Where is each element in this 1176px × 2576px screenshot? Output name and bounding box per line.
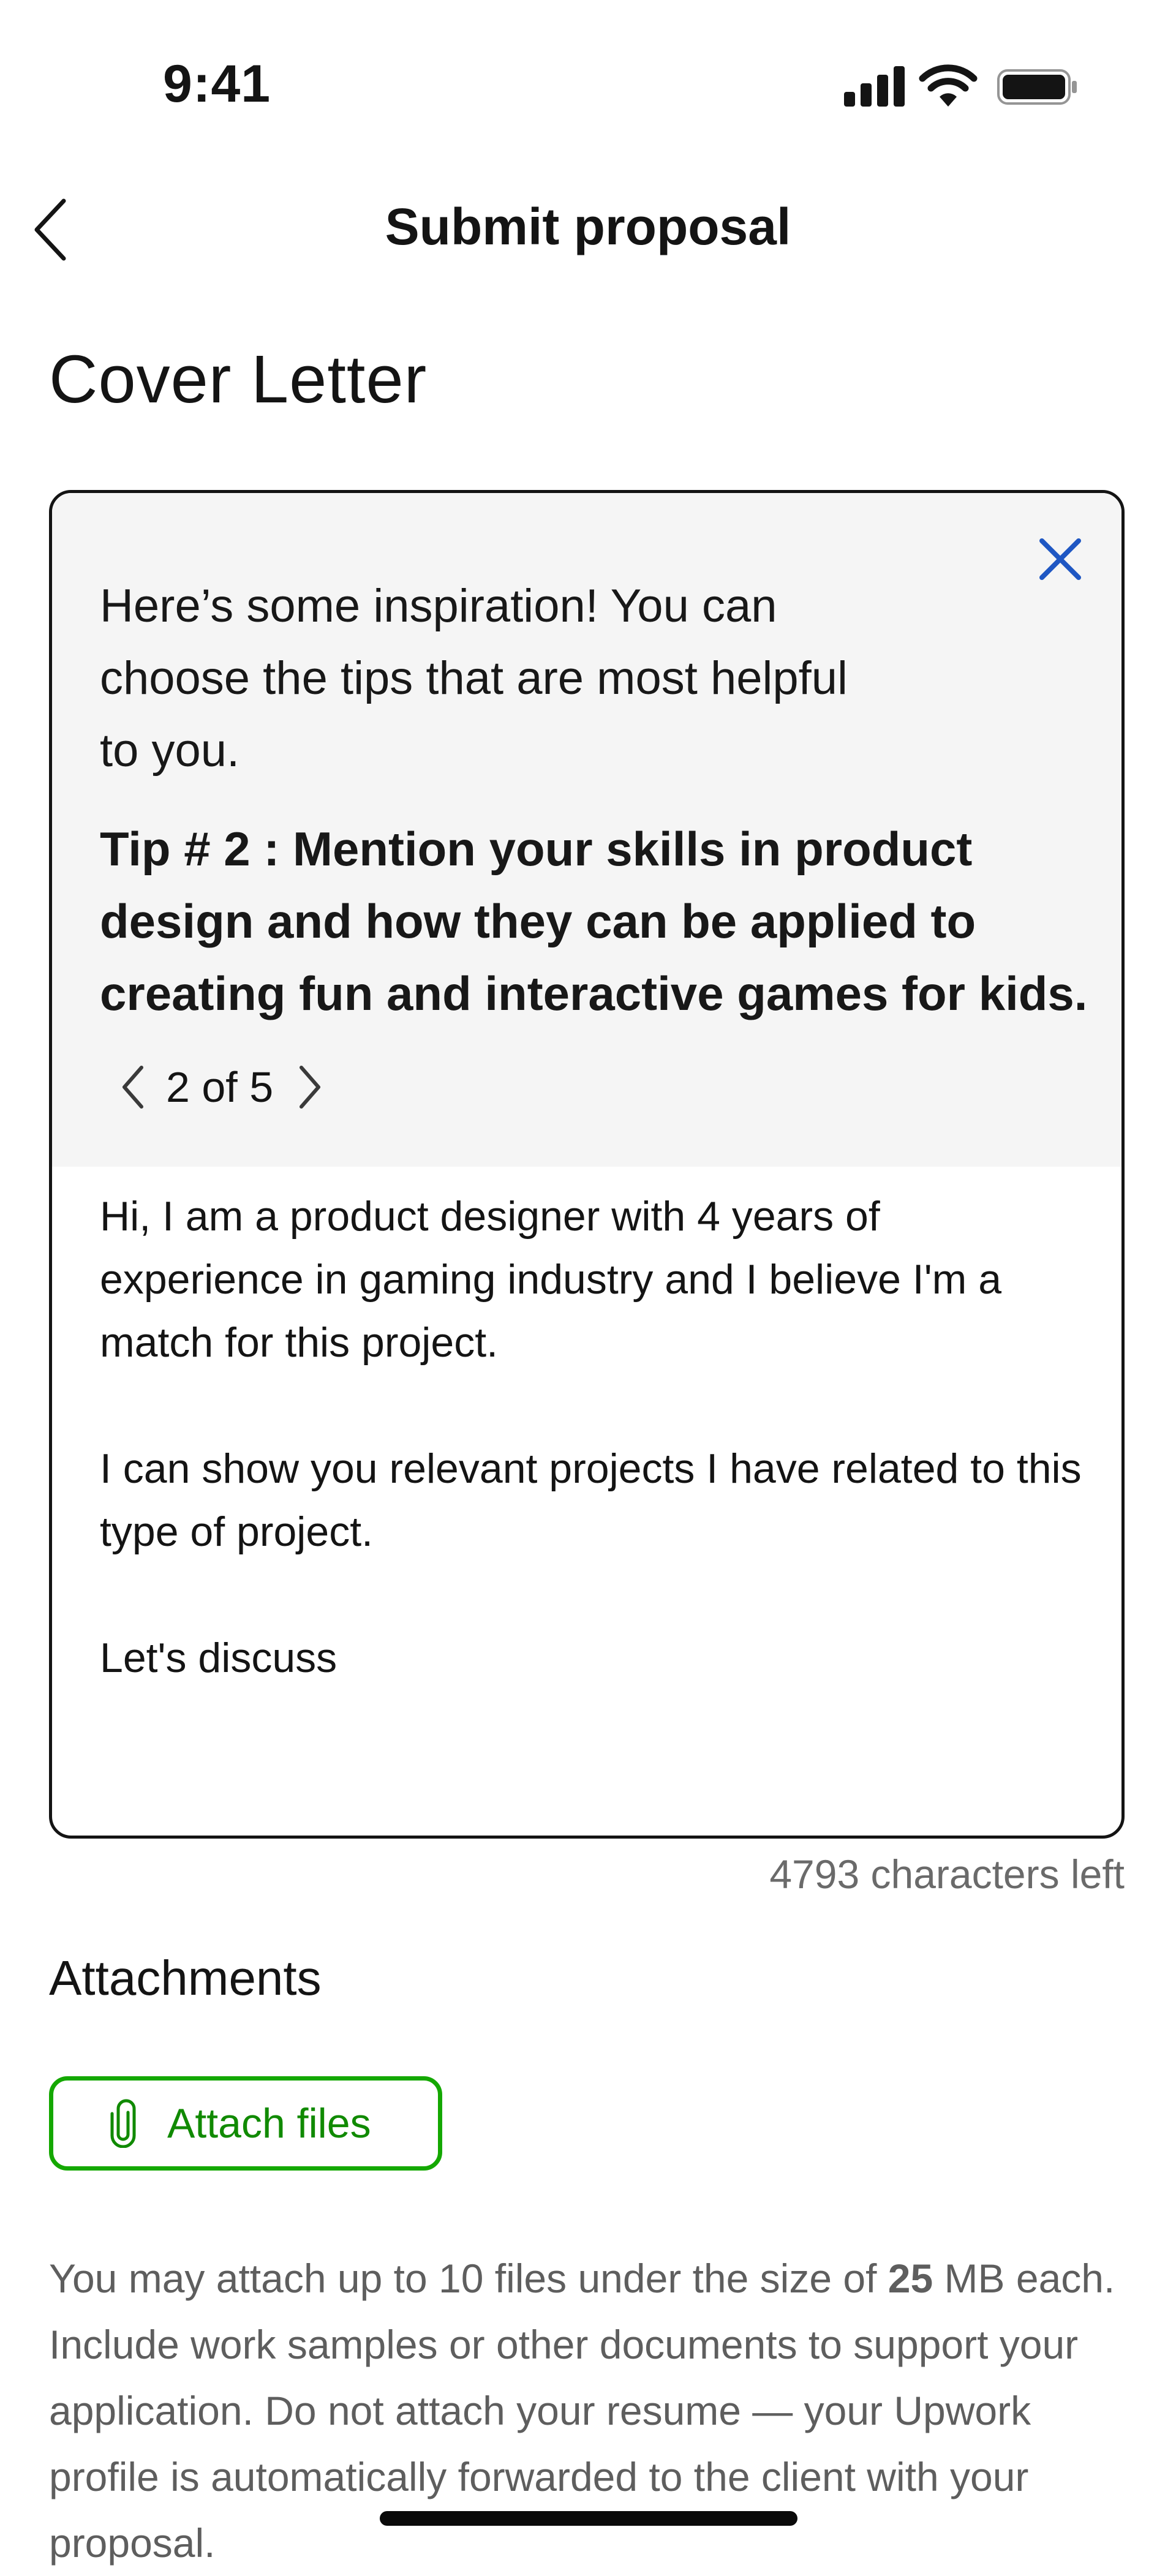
status-time: 9:41 <box>163 55 271 113</box>
tip-pager <box>116 1056 327 1118</box>
close-icon[interactable] <box>1032 531 1088 587</box>
paperclip-icon <box>110 2099 137 2148</box>
help-text-post: MB each. Include work samples or other documents to support your application. Do not attach your resume — your Upwork profile is automatically forwarded to the client with your proposal. <box>49 2256 1115 2566</box>
tip-text: Tip # 2 : Mention your skills in product design and how they can be applied to creating fun and interactive games for kids. <box>100 822 1088 1020</box>
cover-letter-card <box>49 490 1125 1839</box>
navigation-bar <box>0 171 1176 282</box>
battery-icon <box>997 69 1078 105</box>
attachments-help-text <box>49 2245 1127 2576</box>
tips-panel <box>52 493 1121 1167</box>
page-title: Cover Letter <box>49 342 428 417</box>
characters-left: 4793 characters left <box>769 1851 1125 1897</box>
cover-letter-textarea[interactable]: Hi, I am a product designer with 4 years of experience in gaming industry and I believe I'm a match for this project. I can show you relevant projects I have related to this type of project. Let's discuss <box>100 1193 1082 1681</box>
chevron-left-icon[interactable] <box>116 1063 153 1112</box>
tip-pager-count: 2 of 5 <box>166 1063 274 1111</box>
help-text-pre: You may attach up to 10 files under the size of <box>49 2256 888 2301</box>
home-indicator <box>380 2511 797 2526</box>
signal-icon <box>844 66 905 107</box>
chevron-right-icon[interactable] <box>290 1063 327 1112</box>
nav-title: Submit proposal <box>385 198 791 255</box>
status-bar <box>0 0 1176 122</box>
attach-files-button[interactable] <box>49 2076 442 2171</box>
wifi-icon <box>919 64 978 108</box>
attach-files-label: Attach files <box>167 2100 371 2147</box>
help-text-size: 25 <box>888 2256 933 2301</box>
attachments-title: Attachments <box>49 1951 322 2005</box>
tips-intro: Here’s some inspiration! You can choose the tips that are most helpful to you. <box>100 580 848 777</box>
